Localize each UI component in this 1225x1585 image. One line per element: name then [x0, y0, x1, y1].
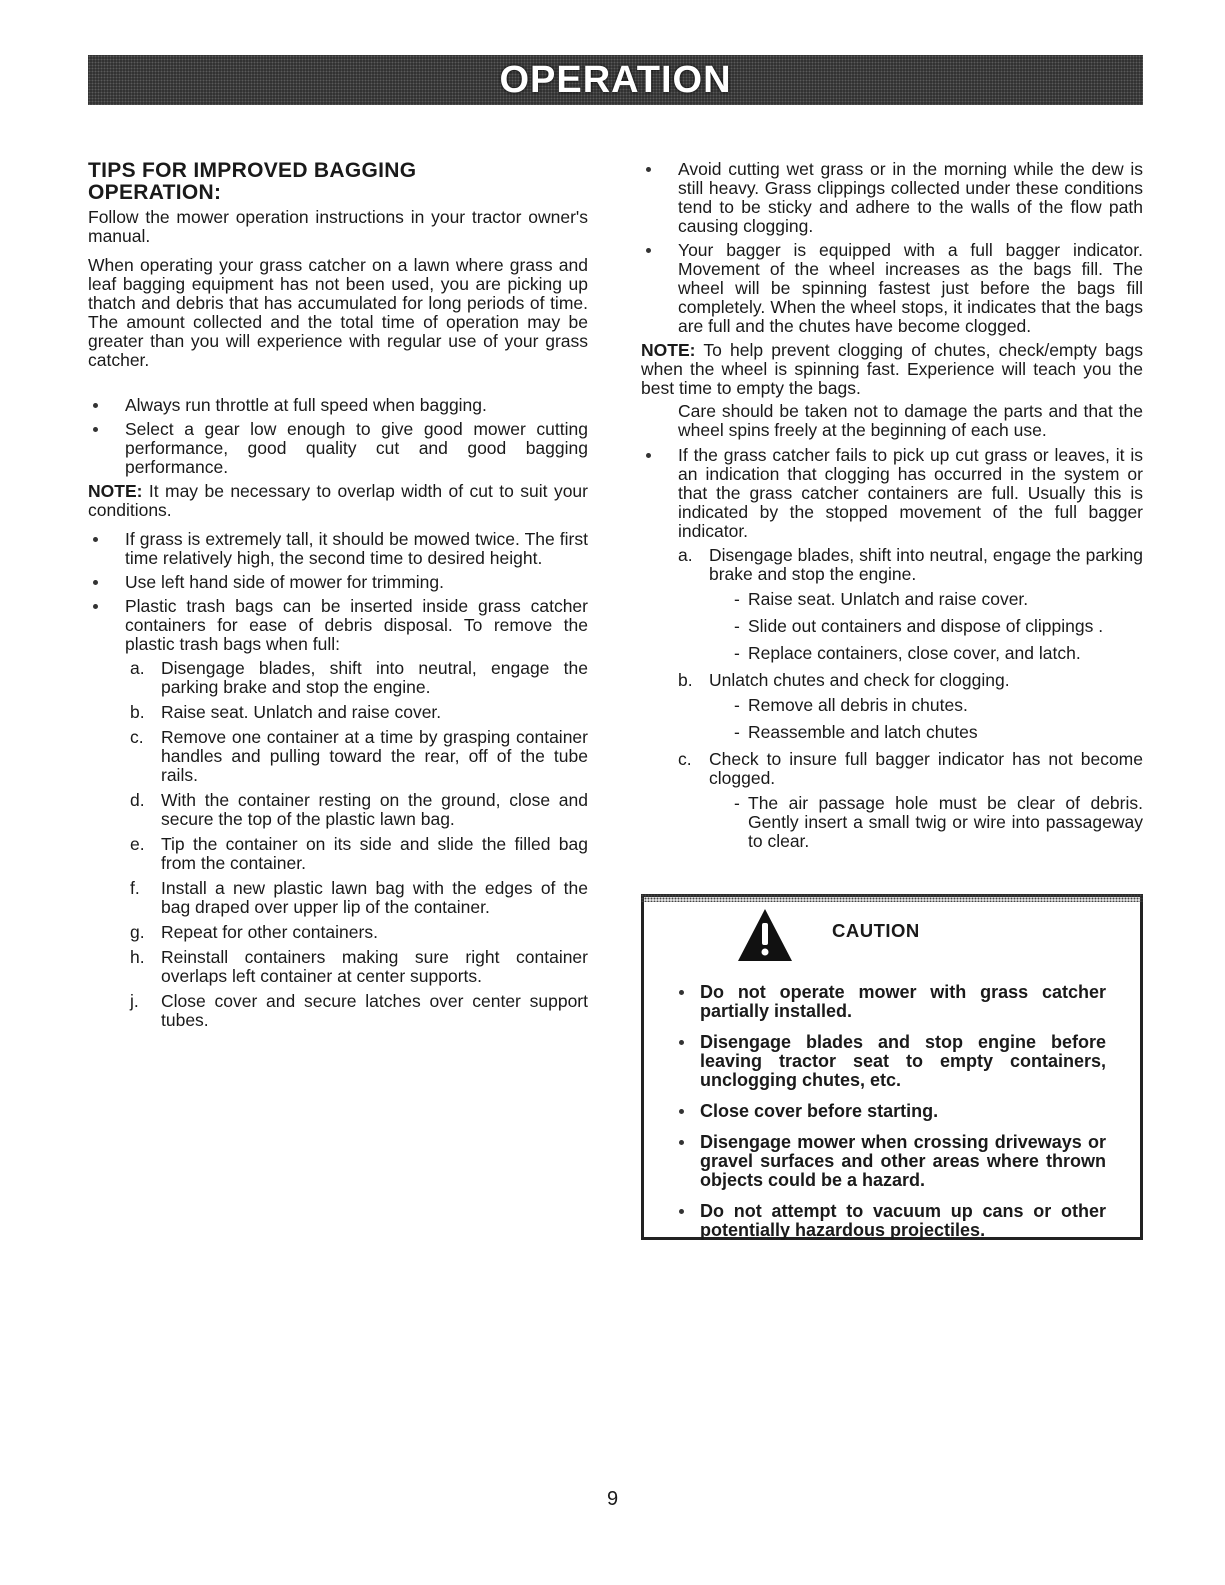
- caution-title: CAUTION: [832, 920, 920, 941]
- step-letter: b.: [678, 670, 693, 690]
- step-item: [88, 791, 588, 829]
- section-banner: [88, 55, 1143, 105]
- bullet-item: Plastic trash bags can be inserted inside grass catcher containers for ease of debris disposal. To remove the plastic trash bags when full:: [88, 597, 588, 654]
- step-item: [88, 659, 588, 697]
- sub-step-text: Remove all debris in chutes.: [748, 695, 968, 715]
- bullet-item: If the grass catcher fails to pick up cut grass or leaves, it is an indication that clogging has occurred in the system or that the grass catcher containers are full. Usually this is indicated by the stopped movement of the full bagger indicator.: [641, 446, 1143, 541]
- caution-list: [670, 983, 1106, 1252]
- tips-heading: [88, 160, 588, 204]
- step-text: Reinstall containers making sure right container overlaps left container at center supports.: [161, 947, 588, 986]
- bullet-item: Avoid cutting wet grass or in the morning while the dew is still heavy. Grass clippings collected under these conditions tend to be sticky and adhere to the walls of the flow path causing clogging.: [641, 160, 1143, 236]
- bullet-item: If grass is extremely tall, it should be mowed twice. The first time relatively high, the second time to desired height.: [88, 530, 588, 568]
- step-letter: c.: [130, 727, 144, 747]
- step-item: [88, 703, 588, 722]
- intro-paragraph-2: When operating your grass catcher on a lawn where grass and leaf bagging equipment has not been used, you are picking up thatch and debris that has accumulated for long periods of time. The amount collected and the total time of operation may be greater than you will experience with regular use of your grass catcher.: [88, 255, 588, 370]
- page-number: 9: [606, 1488, 619, 1510]
- step-letter: f.: [130, 878, 140, 898]
- bullet-item: Always run throttle at full speed when bagging.: [88, 396, 588, 415]
- step-letter: a.: [130, 658, 145, 678]
- step-letter: a.: [678, 545, 693, 565]
- step-letter: d.: [130, 790, 145, 810]
- sub-step-text: Replace containers, close cover, and latch.: [748, 643, 1081, 663]
- sub-step: - The air passage hole must be clear of debris. Gently insert a small twig or wire into passageway to clear.: [734, 793, 1143, 851]
- caution-item: Do not operate mower with grass catcher partially installed.: [670, 983, 1106, 1021]
- note-text: It may be necessary to overlap width of cut to suit your conditions.: [88, 481, 588, 520]
- caution-item: Do not attempt to vacuum up cans or other potentially hazardous projectiles.: [670, 1202, 1106, 1240]
- step-text: With the container resting on the ground, close and secure the top of the plastic lawn bag.: [161, 790, 588, 829]
- step-item: [88, 879, 588, 917]
- step-item: [641, 671, 1143, 690]
- step-letter: e.: [130, 834, 145, 854]
- left-column: [88, 160, 588, 1036]
- section-title: OPERATION: [499, 58, 732, 101]
- caution-box: [641, 894, 1143, 1240]
- step-item: [641, 546, 1143, 584]
- caution-item: Disengage blades and stop engine before leaving tractor seat to empty containers, unclogging chutes, etc.: [670, 1033, 1106, 1090]
- step-item: [88, 728, 588, 785]
- step-item: [88, 948, 588, 986]
- right-column: [641, 160, 1143, 859]
- step-item: [88, 923, 588, 942]
- sub-step-text: The air passage hole must be clear of debris. Gently insert a small twig or wire into passageway to clear.: [748, 793, 1143, 851]
- step-text: Raise seat. Unlatch and raise cover.: [161, 702, 442, 722]
- sub-step: - Slide out containers and dispose of clippings .: [641, 617, 1143, 636]
- step-text: Repeat for other containers.: [161, 922, 378, 942]
- step-item: [88, 835, 588, 873]
- sub-step-text: Raise seat. Unlatch and raise cover.: [748, 589, 1029, 609]
- step-text: Remove one container at a time by grasping container handles and pulling toward the rear, off of the tube rails.: [161, 727, 588, 785]
- step-text: Install a new plastic lawn bag with the edges of the bag draped over upper lip of the container.: [161, 878, 588, 917]
- caution-header: [736, 907, 920, 963]
- step-text: Check to insure full bagger indicator has not become clogged.: [709, 749, 1143, 788]
- tips-heading-line2: OPERATION:: [88, 181, 222, 204]
- step-letter: b.: [130, 702, 145, 722]
- note-label: NOTE:: [88, 481, 143, 501]
- step-letter: g.: [130, 922, 145, 942]
- note-text: To help prevent clogging of chutes, check/empty bags when the wheel is spinning fast. Experience will teach you the best time to empty the bags.: [641, 340, 1143, 398]
- warning-triangle-icon: [736, 907, 794, 963]
- step-item: [641, 750, 1143, 788]
- step-text: Tip the container on its side and slide the filled bag from the container.: [161, 834, 588, 873]
- note-label: NOTE:: [641, 340, 696, 360]
- note-paragraph: [88, 482, 588, 520]
- step-text: Disengage blades, shift into neutral, engage the parking brake and stop the engine.: [161, 658, 588, 697]
- caution-item: Close cover before starting.: [670, 1102, 1106, 1121]
- sub-step: - Remove all debris in chutes.: [641, 696, 1143, 715]
- sub-step: - Replace containers, close cover, and latch.: [641, 644, 1143, 663]
- care-paragraph: Care should be taken not to damage the parts and that the wheel spins freely at the beginning of each use.: [678, 401, 1143, 440]
- bullet-item: Use left hand side of mower for trimming.: [88, 573, 588, 592]
- sub-step-text: Slide out containers and dispose of clippings .: [748, 616, 1104, 636]
- bullet-item: Select a gear low enough to give good mower cutting performance, good quality cut and good bagging performance.: [88, 420, 588, 477]
- note-paragraph: [641, 341, 1143, 398]
- step-text: Unlatch chutes and check for clogging.: [709, 670, 1010, 690]
- step-item: [88, 992, 588, 1030]
- step-letter: j.: [130, 991, 139, 1011]
- tips-heading-line1: TIPS FOR IMPROVED BAGGING: [88, 159, 417, 182]
- intro-paragraph-1: Follow the mower operation instructions in your tractor owner's manual.: [88, 207, 588, 246]
- sub-step: - Raise seat. Unlatch and raise cover.: [641, 590, 1143, 609]
- caution-item: Disengage mower when crossing driveways or gravel surfaces and other areas where thrown objects could be a hazard.: [670, 1133, 1106, 1190]
- sub-step-text: Reassemble and latch chutes: [748, 722, 978, 742]
- bullet-item: Your bagger is equipped with a full bagger indicator. Movement of the wheel increases as the bags fill. The wheel will be spinning fastest just before the bags fill completely. When the wheel stops, it indicates that the bags are full and the chutes have become clogged.: [641, 241, 1143, 336]
- step-letter: h.: [130, 947, 145, 967]
- sub-step: - Reassemble and latch chutes: [641, 723, 1143, 742]
- step-letter: c.: [678, 749, 692, 769]
- step-text: Close cover and secure latches over center support tubes.: [161, 991, 588, 1030]
- step-text: Disengage blades, shift into neutral, engage the parking brake and stop the engine.: [709, 545, 1143, 584]
